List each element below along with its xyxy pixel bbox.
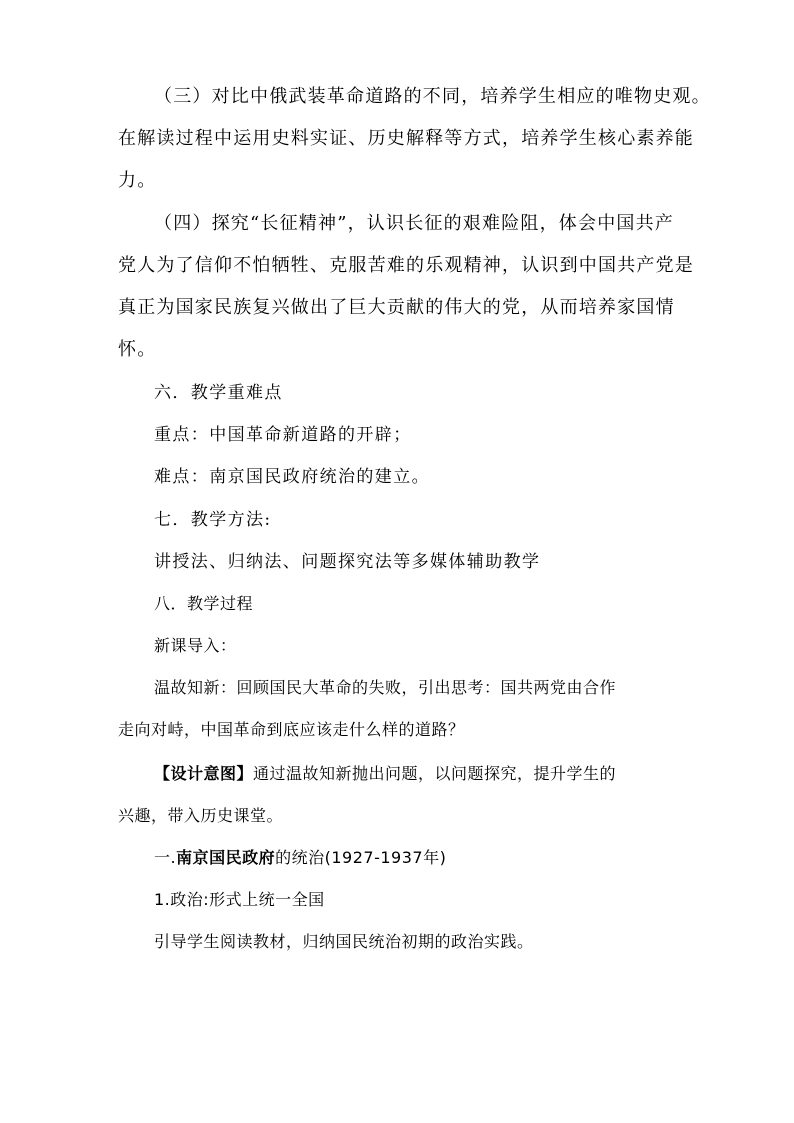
design-intent-line-1 — [154, 762, 616, 786]
section-one-heading — [154, 846, 446, 870]
heading-teaching-process: 八．教学过程 — [154, 594, 254, 613]
objective-3-line-2: 在解读过程中运用史料实证、历史解释等方式，培养学生核心素养能 — [118, 128, 694, 149]
section-one-rest: 的统治(1927-1937年) — [275, 848, 447, 867]
objective-3-line-1: （三）对比中俄武装革命道路的不同，培养学生相应的唯物史观。 — [154, 86, 711, 107]
teaching-methods-text: 讲授法、归纳法、问题探究法等多媒体辅助教学 — [154, 552, 541, 572]
politics-subheading: 1.政治:形式上统一全国 — [154, 890, 325, 909]
new-lesson-intro-label: 新课导入： — [154, 636, 237, 655]
difficult-point: 难点：南京国民政府统治的建立。 — [154, 467, 430, 487]
heading-teaching-methods: 七．教学方法: — [154, 510, 272, 530]
objective-4-line-2: 党人为了信仰不怕牺牲、克服苦难的乐观精神，认识到中国共产党是 — [118, 255, 694, 276]
objective-3-line-3: 力。 — [118, 170, 157, 191]
section-one-bold-title: 南京国民政府 — [176, 848, 276, 867]
review-line-1: 温故知新：回顾国民大革命的失败，引出思考：国共两党由合作 — [154, 678, 617, 697]
guide-reading-text: 引导学生阅读教材，归纳国民统治初期的政治实践。 — [154, 932, 534, 951]
review-line-2: 走向对峙，中国革命到底应该走什么样的道路？ — [118, 720, 465, 739]
design-intent-label: 【设计意图】 — [154, 764, 254, 783]
design-intent-text: 通过温故知新抛出问题，以问题探究，提升学生的 — [253, 764, 617, 783]
paragraph-objective-3 — [118, 76, 711, 202]
paragraph-objective-4 — [118, 203, 694, 371]
heading-key-difficult-points: 六．教学重难点 — [154, 383, 283, 403]
objective-4-line-4: 怀。 — [118, 339, 157, 360]
objective-4-line-3: 真正为国家民族复兴做出了巨大贡献的伟大的党，从而培养家国情 — [118, 297, 675, 318]
section-one-prefix: 一. — [154, 848, 177, 867]
design-intent-line-2: 兴趣，带入历史课堂。 — [118, 806, 284, 825]
objective-4-line-1: （四）探究“长征精神”，认识长征的艰难险阻，体会中国共产 — [154, 213, 675, 234]
key-point: 重点：中国革命新道路的开辟； — [154, 425, 412, 445]
